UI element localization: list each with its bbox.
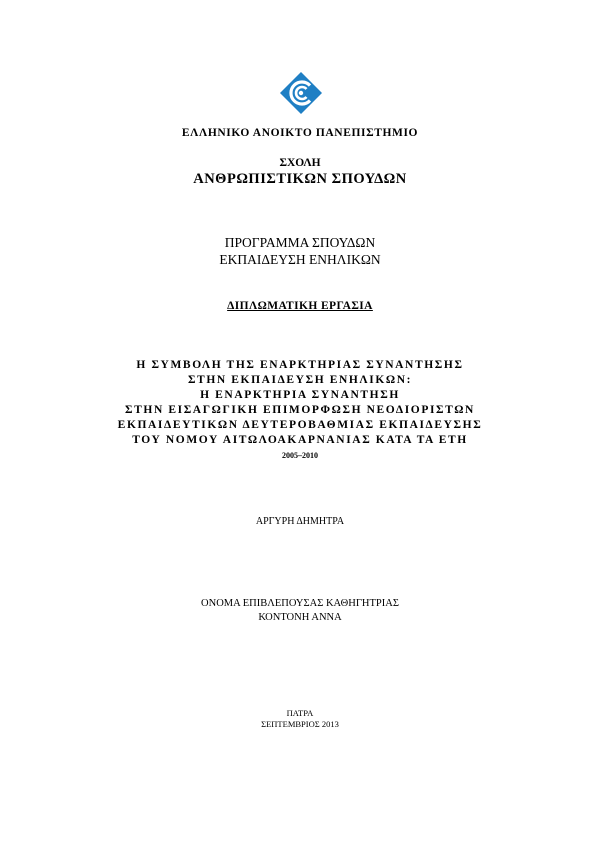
eap-logo-icon [279,71,323,115]
program-line-2: ΕΚΠΑΙΔΕΥΣΗ ΕΝΗΛΙΚΩΝ [219,252,381,267]
program-line-1: ΠΡΟΓΡΑΜΜΑ ΣΠΟΥΔΩΝ [224,235,376,250]
title-line: ΣΤΗΝ ΕΚΠΑΙΔΕΥΣΗ ΕΝΗΛΙΚΩΝ: [187,374,413,386]
title-line: Η ΕΝΑΡΚΤΗΡΙΑ ΣΥΝΑΝΤΗΣΗ [200,389,400,401]
supervisor-label: ΟΝΟΜΑ ΕΠΙΒΛΕΠΟΥΣΑΣ ΚΑΘΗΓΗΤΡΙΑΣ [201,598,399,609]
title-line: ΕΚΠΑΙΔΕΥΤΙΚΩΝ ΔΕΥΤΕΡΟΒΑΘΜΙΑΣ ΕΚΠΑΙΔΕΥΣΗΣ [117,419,483,431]
title-line: ΤΟΥ ΝΟΜΟΥ ΑΙΤΩΛΟΑΚΑΡΝΑΝΙΑΣ ΚΑΤΑ ΤΑ ΕΤΗ [132,434,468,446]
school-name: ΑΝΘΡΩΠΙΣΤΙΚΩΝ ΣΠΟΥΔΩΝ [193,171,407,187]
university-name: ΕΛΛΗΝΙΚΟ ΑΝΟΙΚΤΟ ΠΑΝΕΠΙΣΤΗΜΙΟ [181,127,419,139]
supervisor-name: ΚΟΝΤΟΝΗ ΑΝΝΑ [258,612,342,623]
date: ΣΕΠΤΕΜΒΡΙΟΣ 2013 [261,719,339,729]
city: ΠΑΤΡΑ [286,708,314,718]
author-name: ΑΡΓΥΡΗ ΔΗΜΗΤΡΑ [255,516,345,527]
title-line: ΣΤΗΝ ΕΙΣΑΓΩΓΙΚΗ ΕΠΙΜΟΡΦΩΣΗ ΝΕΟΔΙΟΡΙΣΤΩΝ [125,404,475,416]
title-years: 2005–2010 [282,451,318,460]
title-line: Η ΣΥΜΒΟΛΗ ΤΗΣ ΕΝΑΡΚΤΗΡΙΑΣ ΣΥΝΑΝΤΗΣΗΣ [136,359,464,371]
thesis-type: ΔΙΠΛΩΜΑΤΙΚΗ ΕΡΓΑΣΙΑ [227,300,373,312]
school-label: ΣΧΟΛΗ [279,157,321,169]
